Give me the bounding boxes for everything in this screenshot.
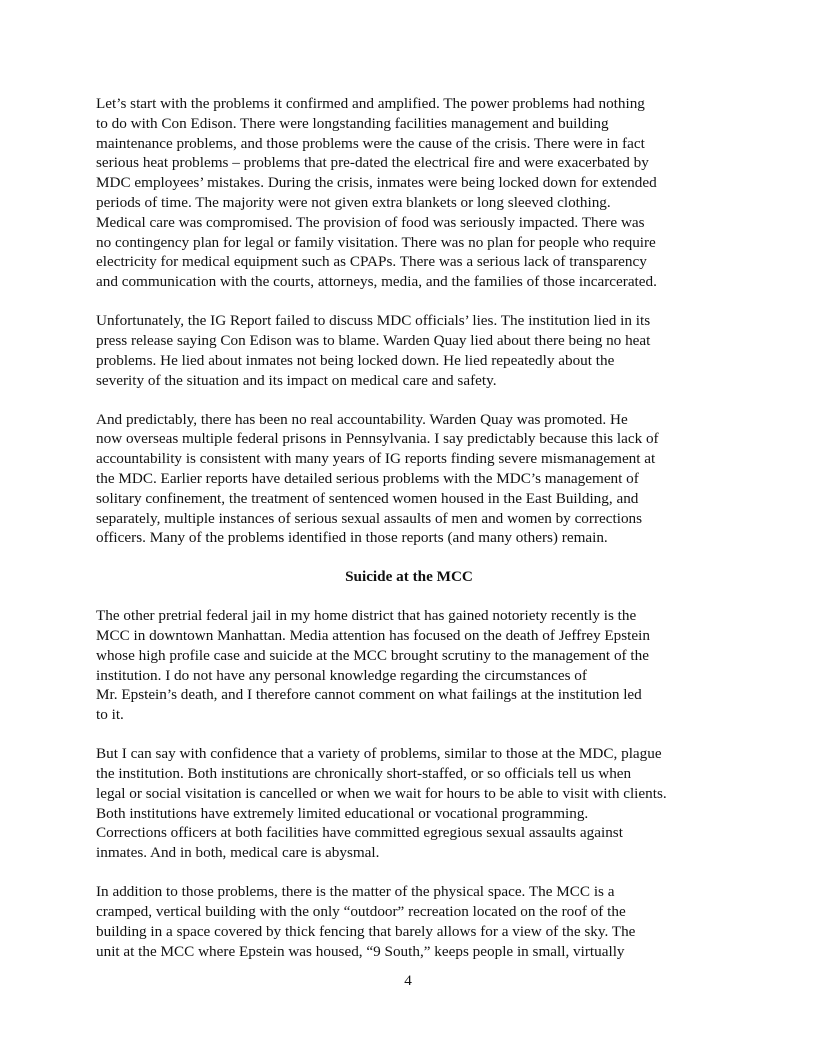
paragraph-physical-space <box>96 882 722 961</box>
text-line: Both institutions have extremely limited educational or vocational programming. <box>96 804 589 822</box>
text-line: cramped, vertical building with the only “outdoor” recreation located on the roof of the <box>96 903 626 921</box>
text-line: electricity for medical equipment such as CPAPs. There was a serious lack of transparency <box>96 253 647 271</box>
text-line: And predictably, there has been no real accountability. Warden Quay was promoted. He <box>96 410 628 428</box>
text-line: inmates. And in both, medical care is abysmal. <box>96 844 380 862</box>
paragraph-officials-lies <box>96 311 722 390</box>
text-line: legal or social visitation is cancelled or when we wait for hours to be able to visit with clients. <box>96 784 667 802</box>
page-number: 4 <box>404 972 412 989</box>
text-line: Medical care was compromised. The provision of food was seriously impacted. There was <box>96 213 645 231</box>
text-line: In addition to those problems, there is the matter of the physical space. The MCC is a <box>96 883 615 901</box>
text-line: accountability is consistent with many years of IG reports finding severe mismanagement at <box>96 450 656 468</box>
text-line: to it. <box>96 706 124 724</box>
text-line: building in a space covered by thick fencing that barely allows for a view of the sky. The <box>96 922 636 940</box>
text-line: severity of the situation and its impact on medical care and safety. <box>96 371 497 389</box>
text-line: Mr. Epstein’s death, and I therefore cannot comment on what failings at the institution led <box>96 686 642 704</box>
paragraph-accountability <box>96 410 722 549</box>
text-line: institution. I do not have any personal knowledge regarding the circumstances of <box>96 666 587 684</box>
text-line: periods of time. The majority were not given extra blankets or long sleeved clothing. <box>96 193 611 211</box>
text-line: But I can say with confidence that a variety of problems, similar to those at the MDC, plague <box>96 745 662 763</box>
text-line: whose high profile case and suicide at the MCC brought scrutiny to the management of the <box>96 646 649 664</box>
section-heading: Suicide at the MCC <box>345 568 473 586</box>
text-line: unit at the MCC where Epstein was housed, “9 South,” keeps people in small, virtually <box>96 942 625 960</box>
paragraph-mdc-problems-confirmed <box>96 94 722 292</box>
text-line: separately, multiple instances of serious sexual assaults of men and women by corrections <box>96 509 643 527</box>
document-body <box>96 94 722 981</box>
paragraph-mcc-notoriety <box>96 606 722 725</box>
text-line: no contingency plan for legal or family visitation. There was no plan for people who require <box>96 233 656 251</box>
text-line: maintenance problems, and those problems were the cause of the crisis. There were in fact <box>96 134 645 152</box>
text-line: press release saying Con Edison was to blame. Warden Quay lied about there being no heat <box>96 331 651 349</box>
text-line: officers. Many of the problems identified in those reports (and many others) remain. <box>96 529 608 547</box>
text-line: the MDC. Earlier reports have detailed serious problems with the MDC’s management of <box>96 469 639 487</box>
text-line: MCC in downtown Manhattan. Media attention has focused on the death of Jeffrey Epstein <box>96 627 650 645</box>
text-line: Corrections officers at both facilities have committed egregious sexual assaults against <box>96 824 623 842</box>
text-line: The other pretrial federal jail in my home district that has gained notoriety recently is the <box>96 607 637 625</box>
text-line: MDC employees’ mistakes. During the crisis, inmates were being locked down for extended <box>96 174 657 192</box>
text-line: Unfortunately, the IG Report failed to discuss MDC officials’ lies. The institution lied in its <box>96 312 651 330</box>
text-line: and communication with the courts, attorneys, media, and the families of those incarcerated. <box>96 273 657 291</box>
text-line: Let’s start with the problems it confirmed and amplified. The power problems had nothing <box>96 95 645 112</box>
text-line: serious heat problems – problems that pre-dated the electrical fire and were exacerbated by <box>96 154 649 172</box>
text-line: now overseas multiple federal prisons in Pennsylvania. I say predictably because this lack of <box>96 430 659 448</box>
text-line: the institution. Both institutions are chronically short-staffed, or so officials tell us when <box>96 765 632 783</box>
text-line: solitary confinement, the treatment of sentenced women housed in the East Building, and <box>96 489 639 507</box>
text-line: to do with Con Edison. There were longstanding facilities management and building <box>96 114 609 132</box>
text-line: problems. He lied about inmates not being locked down. He lied repeatedly about the <box>96 351 615 369</box>
paragraph-shared-problems <box>96 744 722 863</box>
